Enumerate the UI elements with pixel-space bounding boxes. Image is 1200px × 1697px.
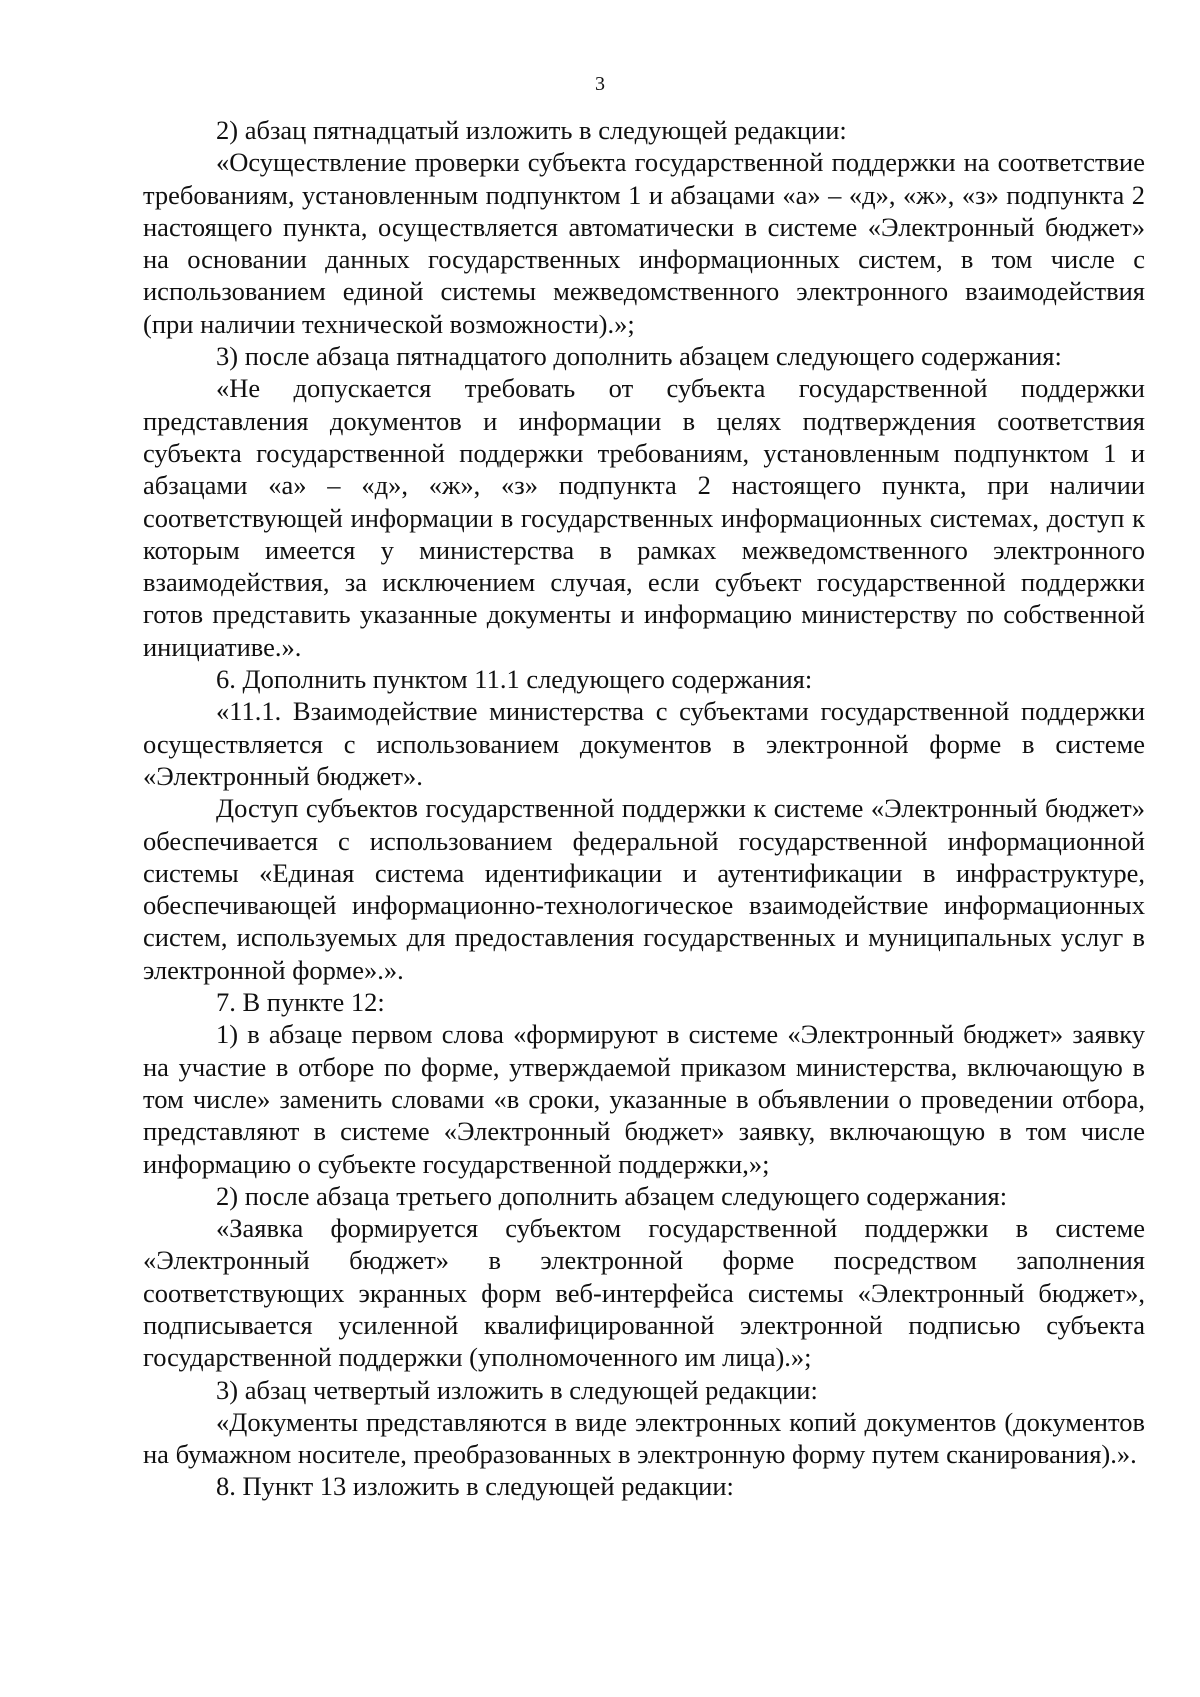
paragraph: 1) в абзаце первом слова «формируют в системе «Электронный бюджет» заявку на участие в отборе по форме, утверждаемой приказом министерства, включающую в том числе» заменить словами «в сроки, указанные в объявлении о проведении отбора, представляют в системе «Электронный бюджет» заявку, включающую в том числе информацию о субъекте государственной поддержки,»;	[143, 1019, 1145, 1179]
paragraph: 8. Пункт 13 изложить в следующей редакции:	[216, 1471, 734, 1502]
paragraph: 7. В пункте 12:	[216, 987, 385, 1018]
paragraph: «Не допускается требовать от субъекта государственной поддержки представления документов и информации в целях подтверждения соответствия субъекта государственной поддержки требованиям, установленным подпунктом 1 и абзацами «а» – «д», «ж», «з» подпункта 2 настоящего пункта, при наличии соответствующей информации в государственных информационных системах, доступ к которым имеется у министерства в рамках межведомственного электронного взаимодействия, за исключением случая, если субъект государственной поддержки готов представить указанные документы и информацию министерству по собственной инициативе.».	[143, 373, 1145, 662]
paragraph: «Осуществление проверки субъекта государственной поддержки на соответствие требованиям, установленным подпунктом 1 и абзацами «а» – «д», «ж», «з» подпункта 2 настоящего пункта, осуществляется автоматически в системе «Электронный бюджет» на основании данных государственных информационных систем, в том числе с использованием единой системы межведомственного электронного взаимодействия (при наличии технической возможности).»;	[143, 147, 1145, 339]
paragraph: 2) после абзаца третьего дополнить абзацем следующего содержания:	[216, 1180, 1008, 1211]
paragraph: «Документы представляются в виде электронных копий документов (документов на бумажном носителе, преобразованных в электронную форму путем сканирования).».	[143, 1406, 1145, 1470]
document-body	[143, 114, 1145, 1503]
paragraph: 2) абзац пятнадцатый изложить в следующей редакции:	[216, 115, 847, 145]
paragraph: «Заявка формируется субъектом государственной поддержки в системе «Электронный бюджет» в электронной форме посредством заполнения соответствующих экранных форм веб-интерфейса системы «Электронный бюджет», подписывается усиленной квалифицированной электронной подписью субъекта государственной поддержки (уполномоченного им лица).»;	[143, 1213, 1145, 1373]
paragraph: Доступ субъектов государственной поддержки к системе «Электронный бюджет» обеспечивается с использованием федеральной государственной информационной системы «Единая система идентификации и аутентификации в инфраструктуре, обеспечивающей информационно-технологическое взаимодействие информационных систем, используемых для предоставления государственных и муниципальных услуг в электронной форме».».	[143, 793, 1145, 985]
paragraph: 3) абзац четвертый изложить в следующей редакции:	[216, 1374, 818, 1405]
paragraph: «11.1. Взаимодействие министерства с субъектами государственной поддержки осуществляется с использованием документов в электронной форме в системе «Электронный бюджет».	[143, 696, 1145, 791]
page-number: 3	[595, 73, 605, 95]
paragraph: 6. Дополнить пунктом 11.1 следующего содержания:	[216, 664, 813, 695]
paragraph: 3) после абзаца пятнадцатого дополнить абзацем следующего содержания:	[216, 341, 1062, 372]
